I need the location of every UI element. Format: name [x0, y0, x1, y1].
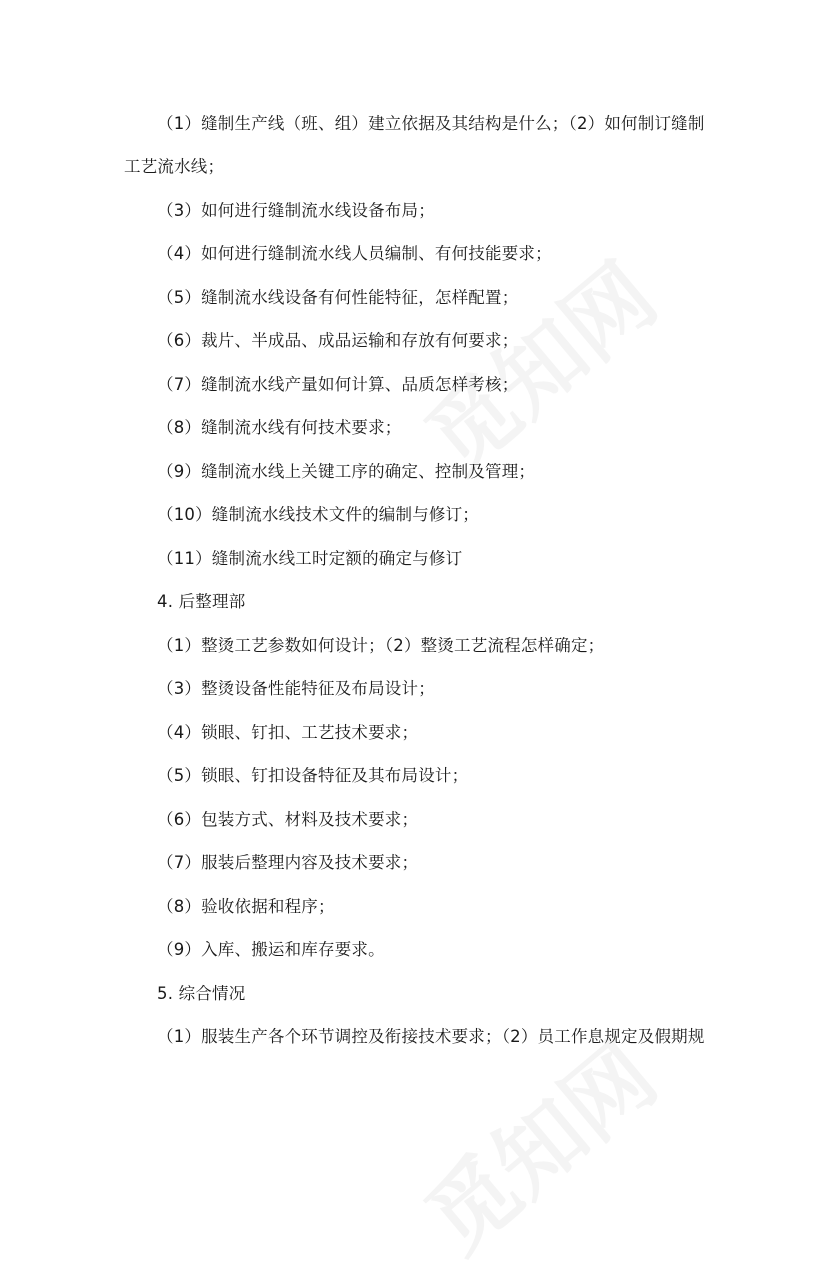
list-item: （4）锁眼、钉扣、工艺技术要求； [157, 723, 419, 742]
list-item: （10）缝制流水线技术文件的编制与修订； [157, 505, 479, 524]
watermark [395, 230, 678, 496]
list-item: （8）缝制流水线有何技术要求； [157, 418, 402, 437]
list-item: （9）入库、搬运和库存要求。 [157, 940, 385, 959]
paragraph-line: （1）服装生产各个环节调控及衔接技术要求；（2）员工作息规定及假期规 [157, 1027, 705, 1046]
list-item: （8）验收依据和程序； [157, 897, 335, 916]
section-heading: 5. 综合情况 [157, 984, 246, 1003]
list-item: （6）裁片、半成品、成品运输和存放有何要求； [157, 331, 519, 350]
list-item: （9）缝制流水线上关键工序的确定、控制及管理； [157, 462, 536, 481]
watermark [395, 1010, 678, 1276]
section-heading: 4. 后整理部 [157, 592, 246, 611]
list-item: （7）服装后整理内容及技术要求； [157, 853, 419, 872]
list-item: （11）缝制流水线工时定额的确定与修订 [157, 549, 463, 568]
list-item: （4）如何进行缝制流水线人员编制、有何技能要求； [157, 244, 552, 263]
list-item: （6）包装方式、材料及技术要求； [157, 810, 419, 829]
list-item: （3）整烫设备性能特征及布局设计； [157, 679, 435, 698]
list-item: （1）整烫工艺参数如何设计；（2）整烫工艺流程怎样确定； [157, 636, 605, 655]
paragraph-line: （1）缝制生产线（班、组）建立依据及其结构是什么；（2）如何制订缝制 [157, 114, 705, 133]
list-item: （5）锁眼、钉扣设备特征及其布局设计； [157, 766, 469, 785]
paragraph-line: 工艺流水线； [124, 157, 225, 176]
list-item: （3）如何进行缝制流水线设备布局； [157, 201, 435, 220]
list-item: （7）缝制流水线产量如何计算、品质怎样考核； [157, 375, 519, 394]
list-item: （5）缝制流水线设备有何性能特征，怎样配置； [157, 288, 519, 307]
